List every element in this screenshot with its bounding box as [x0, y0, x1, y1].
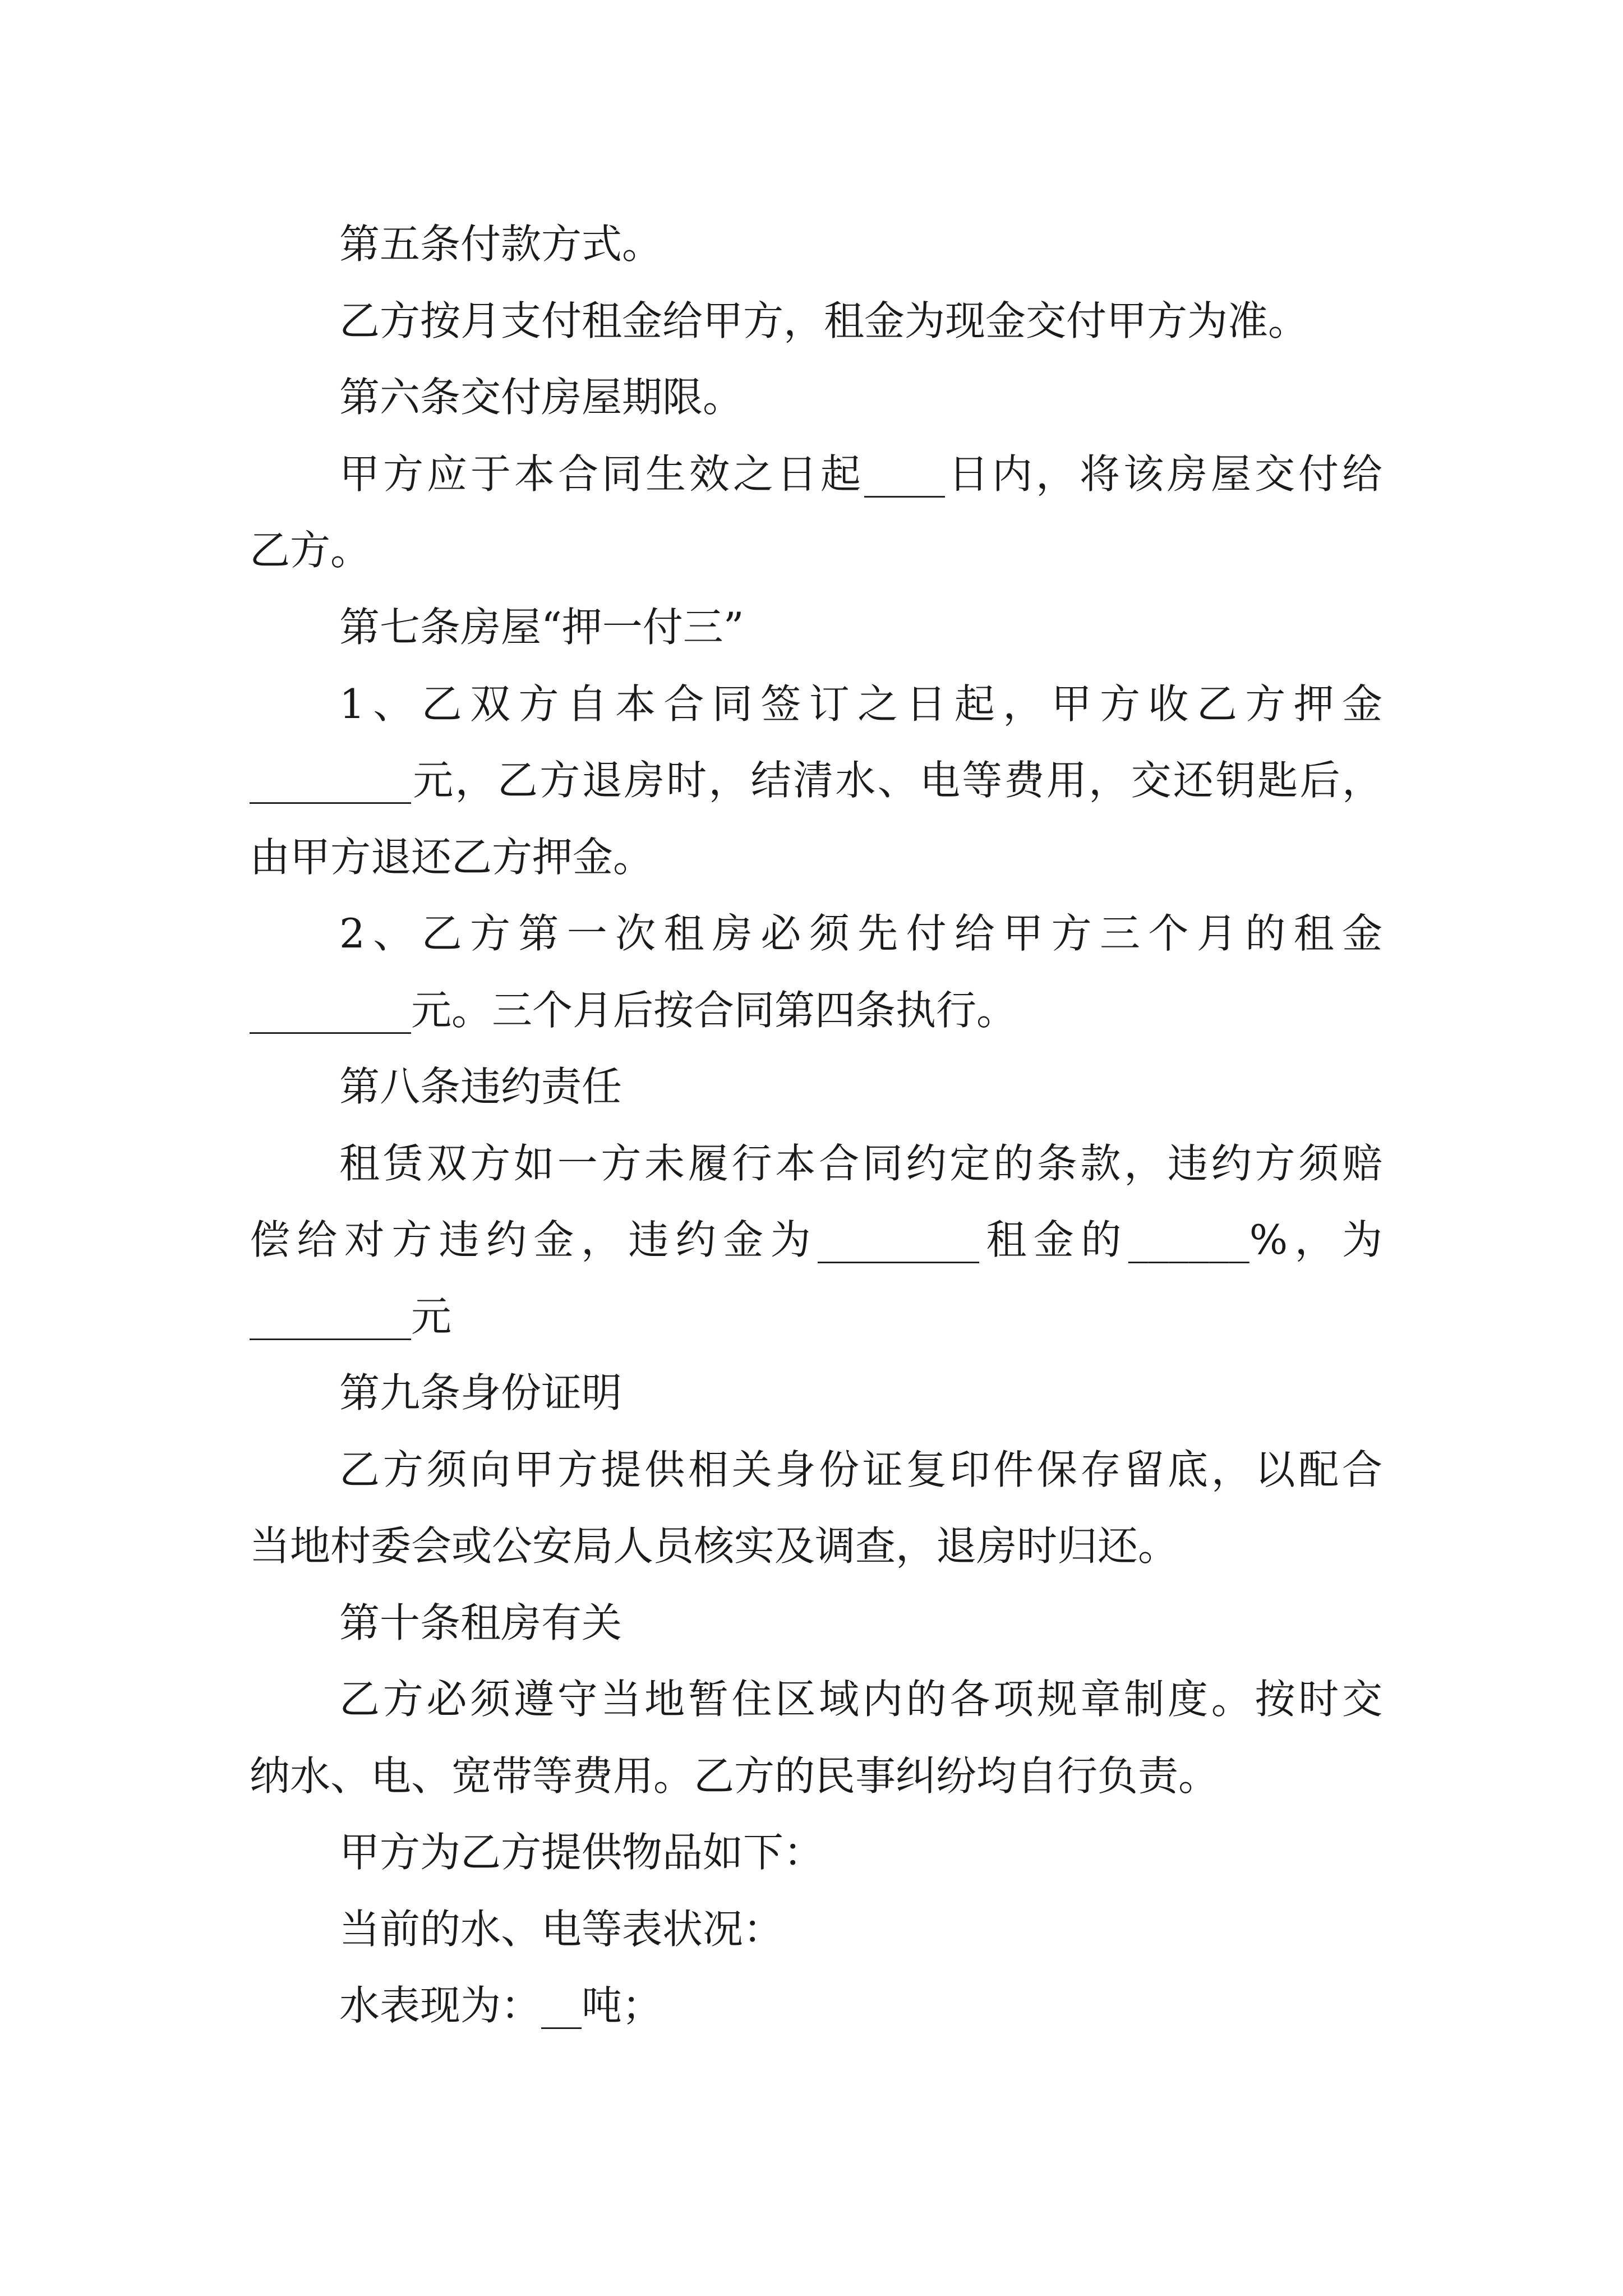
article-7-item-2-line-1: 2、乙方第一次租房必须先付给甲方三个月的租金 — [339, 910, 1382, 957]
article-8-text-line-1: 租赁双方如一方未履行本合同约定的条款，违约方须赔 — [339, 1140, 1382, 1187]
article-8-text-line-3: ________元 — [250, 1293, 452, 1340]
article-6-text-line-1: 甲方应于本合同生效之日起____日内，将该房屋交付给 — [339, 450, 1382, 498]
meter-status-intro: 当前的水、电等表状况： — [339, 1906, 784, 1953]
article-10-text-line-1: 乙方必须遵守当地暂住区域内的各项规章制度。按时交 — [339, 1676, 1382, 1723]
article-5-heading: 第五条付款方式。 — [339, 220, 663, 268]
provided-items-intro: 甲方为乙方提供物品如下： — [339, 1829, 824, 1876]
article-6-heading: 第六条交付房屋期限。 — [339, 374, 744, 421]
article-10-heading: 第十条租房有关 — [339, 1599, 623, 1646]
article-9-heading: 第九条身份证明 — [339, 1369, 623, 1416]
article-10-text-line-2: 纳水、电、宽带等费用。乙方的民事纠纷均自行负责。 — [250, 1752, 1219, 1800]
article-9-text-line-2: 当地村委会或公安局人员核实及调查，退房时归还。 — [250, 1522, 1179, 1570]
article-7-item-1-line-1: 1、乙双方自本合同签订之日起，甲方收乙方押金 — [339, 680, 1382, 728]
article-7-item-1-line-2: ________元，乙方退房时，结清水、电等费用，交还钥匙后， — [250, 757, 1382, 804]
article-7-item-2-line-2: ________元。三个月后按合同第四条执行。 — [250, 987, 1017, 1034]
water-meter-reading: 水表现为：__吨； — [339, 1982, 663, 2029]
article-8-heading: 第八条违约责任 — [339, 1063, 623, 1110]
article-8-text-line-2: 偿给对方违约金，违约金为________租金的______%，为 — [250, 1216, 1382, 1263]
article-6-text-line-2: 乙方。 — [250, 527, 371, 574]
article-7-heading: 第七条房屋“押一付三” — [339, 604, 744, 651]
article-5-text: 乙方按月支付租金给甲方，租金为现金交付甲方为准。 — [339, 297, 1309, 344]
article-9-text-line-1: 乙方须向甲方提供相关身份证复印件保存留底，以配合 — [339, 1446, 1382, 1493]
article-7-item-1-line-3: 由甲方退还乙方押金。 — [250, 834, 654, 881]
